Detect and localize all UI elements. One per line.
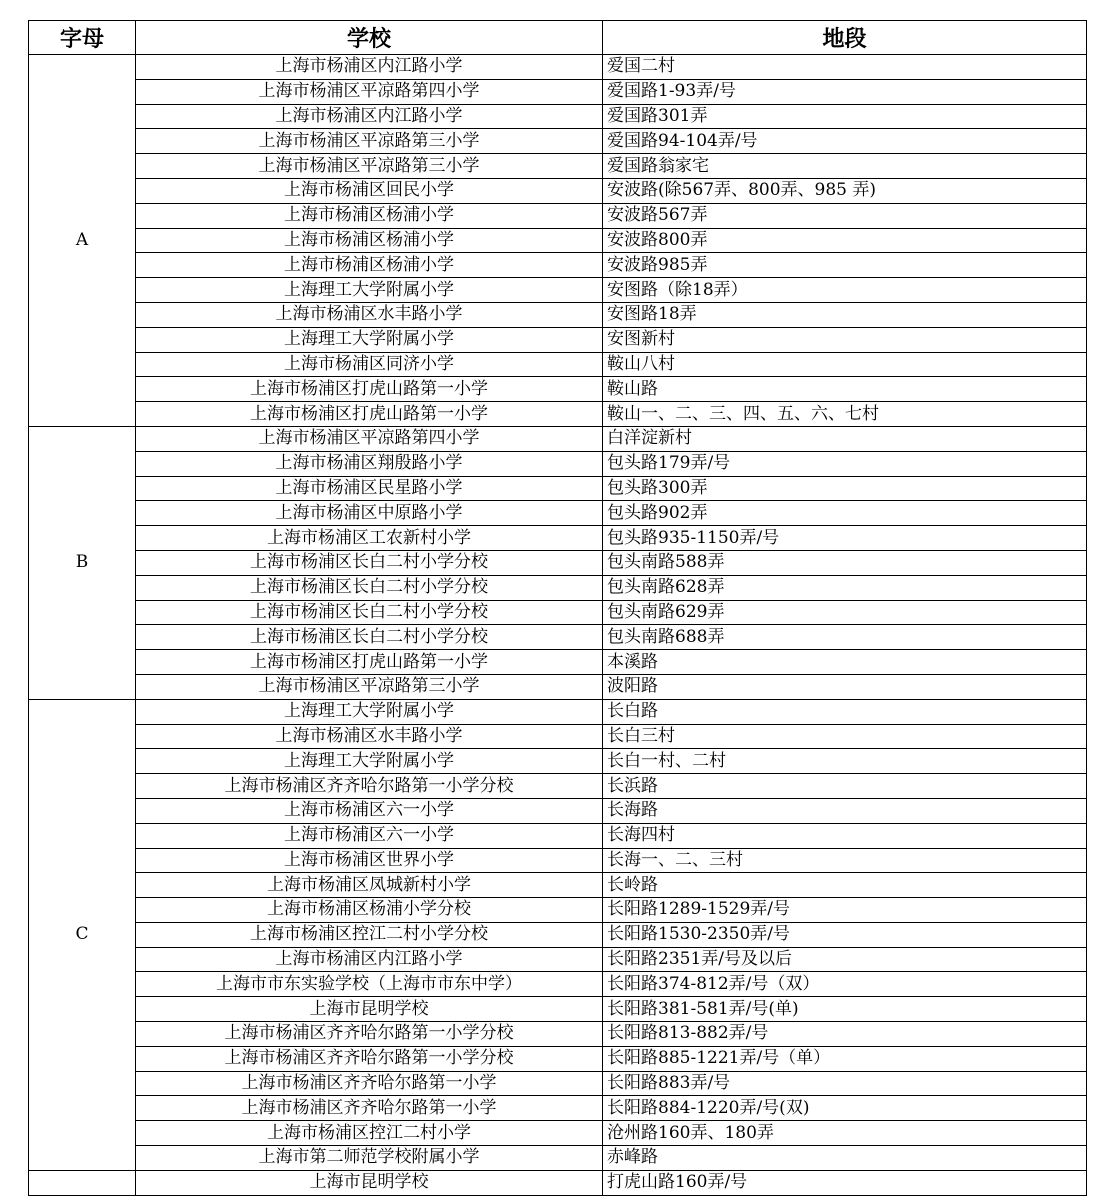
school-cell: 上海市杨浦区民星路小学	[136, 476, 603, 501]
table-row	[29, 302, 1087, 327]
school-cell: 上海市杨浦区工农新村小学	[136, 526, 603, 551]
area-cell: 安波路(除567弄、800弄、985 弄)	[603, 178, 1087, 203]
school-cell: 上海市杨浦区翔殷路小学	[136, 451, 603, 476]
school-cell: 上海市杨浦区平凉路第三小学	[136, 674, 603, 699]
area-cell: 爱国路94-104弄/号	[603, 129, 1087, 154]
school-cell: 上海市杨浦区平凉路第三小学	[136, 129, 603, 154]
table-row	[29, 1146, 1087, 1171]
area-cell: 沧州路160弄、180弄	[603, 1121, 1087, 1146]
area-cell: 长阳路374-812弄/号（双）	[603, 972, 1087, 997]
table-row	[29, 1071, 1087, 1096]
school-cell: 上海理工大学附属小学	[136, 327, 603, 352]
table-row	[29, 575, 1087, 600]
school-cell: 上海市杨浦区长白二村小学分校	[136, 575, 603, 600]
table-row	[29, 501, 1087, 526]
area-cell: 长白一村、二村	[603, 749, 1087, 774]
school-cell: 上海市杨浦区长白二村小学分校	[136, 600, 603, 625]
table-row	[29, 749, 1087, 774]
area-cell: 白洋淀新村	[603, 426, 1087, 451]
area-cell: 长海一、二、三村	[603, 848, 1087, 873]
table-row	[29, 724, 1087, 749]
table-row	[29, 848, 1087, 873]
area-cell: 鞍山一、二、三、四、五、六、七村	[603, 402, 1087, 427]
table-row	[29, 426, 1087, 451]
school-cell: 上海市杨浦区回民小学	[136, 178, 603, 203]
school-cell: 上海市杨浦区内江路小学	[136, 104, 603, 129]
area-cell: 长岭路	[603, 873, 1087, 898]
table-row	[29, 1022, 1087, 1047]
area-cell: 爱国路1-93弄/号	[603, 79, 1087, 104]
table-row	[29, 253, 1087, 278]
area-cell: 长阳路813-882弄/号	[603, 1022, 1087, 1047]
table-row	[29, 699, 1087, 724]
school-cell: 上海理工大学附属小学	[136, 749, 603, 774]
area-cell: 长浜路	[603, 774, 1087, 799]
table-row	[29, 898, 1087, 923]
school-cell: 上海市杨浦区六一小学	[136, 798, 603, 823]
school-cell: 上海市杨浦区内江路小学	[136, 947, 603, 972]
table-row	[29, 922, 1087, 947]
area-cell: 长阳路1289-1529弄/号	[603, 898, 1087, 923]
table-row	[29, 79, 1087, 104]
school-cell: 上海市杨浦区齐齐哈尔路第一小学	[136, 1096, 603, 1121]
area-cell: 安图路（除18弄）	[603, 278, 1087, 303]
area-cell: 包头南路629弄	[603, 600, 1087, 625]
area-cell: 包头路300弄	[603, 476, 1087, 501]
school-cell: 上海市杨浦区杨浦小学	[136, 228, 603, 253]
area-cell: 安波路985弄	[603, 253, 1087, 278]
school-cell: 上海市杨浦区齐齐哈尔路第一小学	[136, 1071, 603, 1096]
table-row	[29, 1096, 1087, 1121]
letter-cell: B	[29, 426, 136, 699]
school-cell: 上海市杨浦区中原路小学	[136, 501, 603, 526]
table-row	[29, 129, 1087, 154]
area-cell: 长白路	[603, 699, 1087, 724]
area-cell: 包头路935-1150弄/号	[603, 526, 1087, 551]
table-row	[29, 600, 1087, 625]
school-cell: 上海市昆明学校	[136, 997, 603, 1022]
school-cell: 上海市杨浦区平凉路第四小学	[136, 426, 603, 451]
table-row	[29, 278, 1087, 303]
school-cell: 上海市杨浦区控江二村小学分校	[136, 922, 603, 947]
letter-cell: C	[29, 699, 136, 1170]
area-cell: 包头南路688弄	[603, 625, 1087, 650]
school-cell: 上海市杨浦区平凉路第三小学	[136, 154, 603, 179]
table-row	[29, 550, 1087, 575]
area-cell: 长白三村	[603, 724, 1087, 749]
area-cell: 爱国路301弄	[603, 104, 1087, 129]
table-row	[29, 526, 1087, 551]
school-cell: 上海市杨浦区水丰路小学	[136, 302, 603, 327]
table-header	[29, 21, 1087, 55]
table-row	[29, 178, 1087, 203]
area-cell: 安波路800弄	[603, 228, 1087, 253]
table-row	[29, 798, 1087, 823]
table-row	[29, 327, 1087, 352]
table-row	[29, 476, 1087, 501]
table-row	[29, 972, 1087, 997]
table-row	[29, 451, 1087, 476]
area-cell: 长海路	[603, 798, 1087, 823]
school-cell: 上海市杨浦区齐齐哈尔路第一小学分校	[136, 774, 603, 799]
area-cell: 长阳路883弄/号	[603, 1071, 1087, 1096]
table-row	[29, 947, 1087, 972]
school-cell: 上海市杨浦区平凉路第四小学	[136, 79, 603, 104]
area-cell: 鞍山八村	[603, 352, 1087, 377]
table-row	[29, 352, 1087, 377]
header-row	[29, 21, 1087, 55]
area-cell: 包头南路628弄	[603, 575, 1087, 600]
area-cell: 爱国二村	[603, 55, 1087, 80]
school-cell: 上海市杨浦区杨浦小学	[136, 203, 603, 228]
school-cell: 上海市杨浦区打虎山路第一小学	[136, 402, 603, 427]
letter-cell: A	[29, 55, 136, 427]
table-row	[29, 228, 1087, 253]
table-row	[29, 154, 1087, 179]
school-cell: 上海市第二师范学校附属小学	[136, 1146, 603, 1171]
school-cell: 上海理工大学附属小学	[136, 699, 603, 724]
header-area: 地段	[603, 21, 1087, 55]
school-cell: 上海市杨浦区凤城新村小学	[136, 873, 603, 898]
table-row	[29, 377, 1087, 402]
area-cell: 长阳路2351弄/号及以后	[603, 947, 1087, 972]
table-row	[29, 650, 1087, 675]
table-row	[29, 625, 1087, 650]
area-cell: 长海四村	[603, 823, 1087, 848]
area-cell: 波阳路	[603, 674, 1087, 699]
school-cell: 上海市市东实验学校（上海市市东中学）	[136, 972, 603, 997]
table-row	[29, 1170, 1087, 1195]
school-cell: 上海市杨浦区杨浦小学	[136, 253, 603, 278]
table-row	[29, 873, 1087, 898]
header-school: 学校	[136, 21, 603, 55]
letter-cell	[29, 1170, 136, 1195]
school-cell: 上海市昆明学校	[136, 1170, 603, 1195]
school-cell: 上海市杨浦区杨浦小学分校	[136, 898, 603, 923]
area-cell: 长阳路884-1220弄/号(双)	[603, 1096, 1087, 1121]
school-cell: 上海市杨浦区打虎山路第一小学	[136, 377, 603, 402]
area-cell: 本溪路	[603, 650, 1087, 675]
area-cell: 爱国路翁家宅	[603, 154, 1087, 179]
header-letter: 字母	[29, 21, 136, 55]
school-cell: 上海市杨浦区齐齐哈尔路第一小学分校	[136, 1046, 603, 1071]
table-row	[29, 774, 1087, 799]
area-cell: 赤峰路	[603, 1146, 1087, 1171]
school-cell: 上海理工大学附属小学	[136, 278, 603, 303]
school-cell: 上海市杨浦区水丰路小学	[136, 724, 603, 749]
area-cell: 长阳路885-1221弄/号（单）	[603, 1046, 1087, 1071]
area-cell: 包头路902弄	[603, 501, 1087, 526]
area-cell: 打虎山路160弄/号	[603, 1170, 1087, 1195]
school-district-table	[28, 20, 1087, 1196]
table-row	[29, 997, 1087, 1022]
area-cell: 安图新村	[603, 327, 1087, 352]
area-cell: 包头路179弄/号	[603, 451, 1087, 476]
table-row	[29, 104, 1087, 129]
area-cell: 安图路18弄	[603, 302, 1087, 327]
school-cell: 上海市杨浦区内江路小学	[136, 55, 603, 80]
area-cell: 鞍山路	[603, 377, 1087, 402]
table-row	[29, 1046, 1087, 1071]
table-row	[29, 1121, 1087, 1146]
school-cell: 上海市杨浦区长白二村小学分校	[136, 625, 603, 650]
school-cell: 上海市杨浦区齐齐哈尔路第一小学分校	[136, 1022, 603, 1047]
area-cell: 包头南路588弄	[603, 550, 1087, 575]
school-cell: 上海市杨浦区同济小学	[136, 352, 603, 377]
table-row	[29, 203, 1087, 228]
table-row	[29, 402, 1087, 427]
table-body	[29, 55, 1087, 1196]
school-cell: 上海市杨浦区长白二村小学分校	[136, 550, 603, 575]
table-row	[29, 55, 1087, 80]
area-cell: 安波路567弄	[603, 203, 1087, 228]
school-cell: 上海市杨浦区六一小学	[136, 823, 603, 848]
table-row	[29, 674, 1087, 699]
area-cell: 长阳路381-581弄/号(单)	[603, 997, 1087, 1022]
school-cell: 上海市杨浦区控江二村小学	[136, 1121, 603, 1146]
area-cell: 长阳路1530-2350弄/号	[603, 922, 1087, 947]
school-cell: 上海市杨浦区世界小学	[136, 848, 603, 873]
school-cell: 上海市杨浦区打虎山路第一小学	[136, 650, 603, 675]
table-row	[29, 823, 1087, 848]
